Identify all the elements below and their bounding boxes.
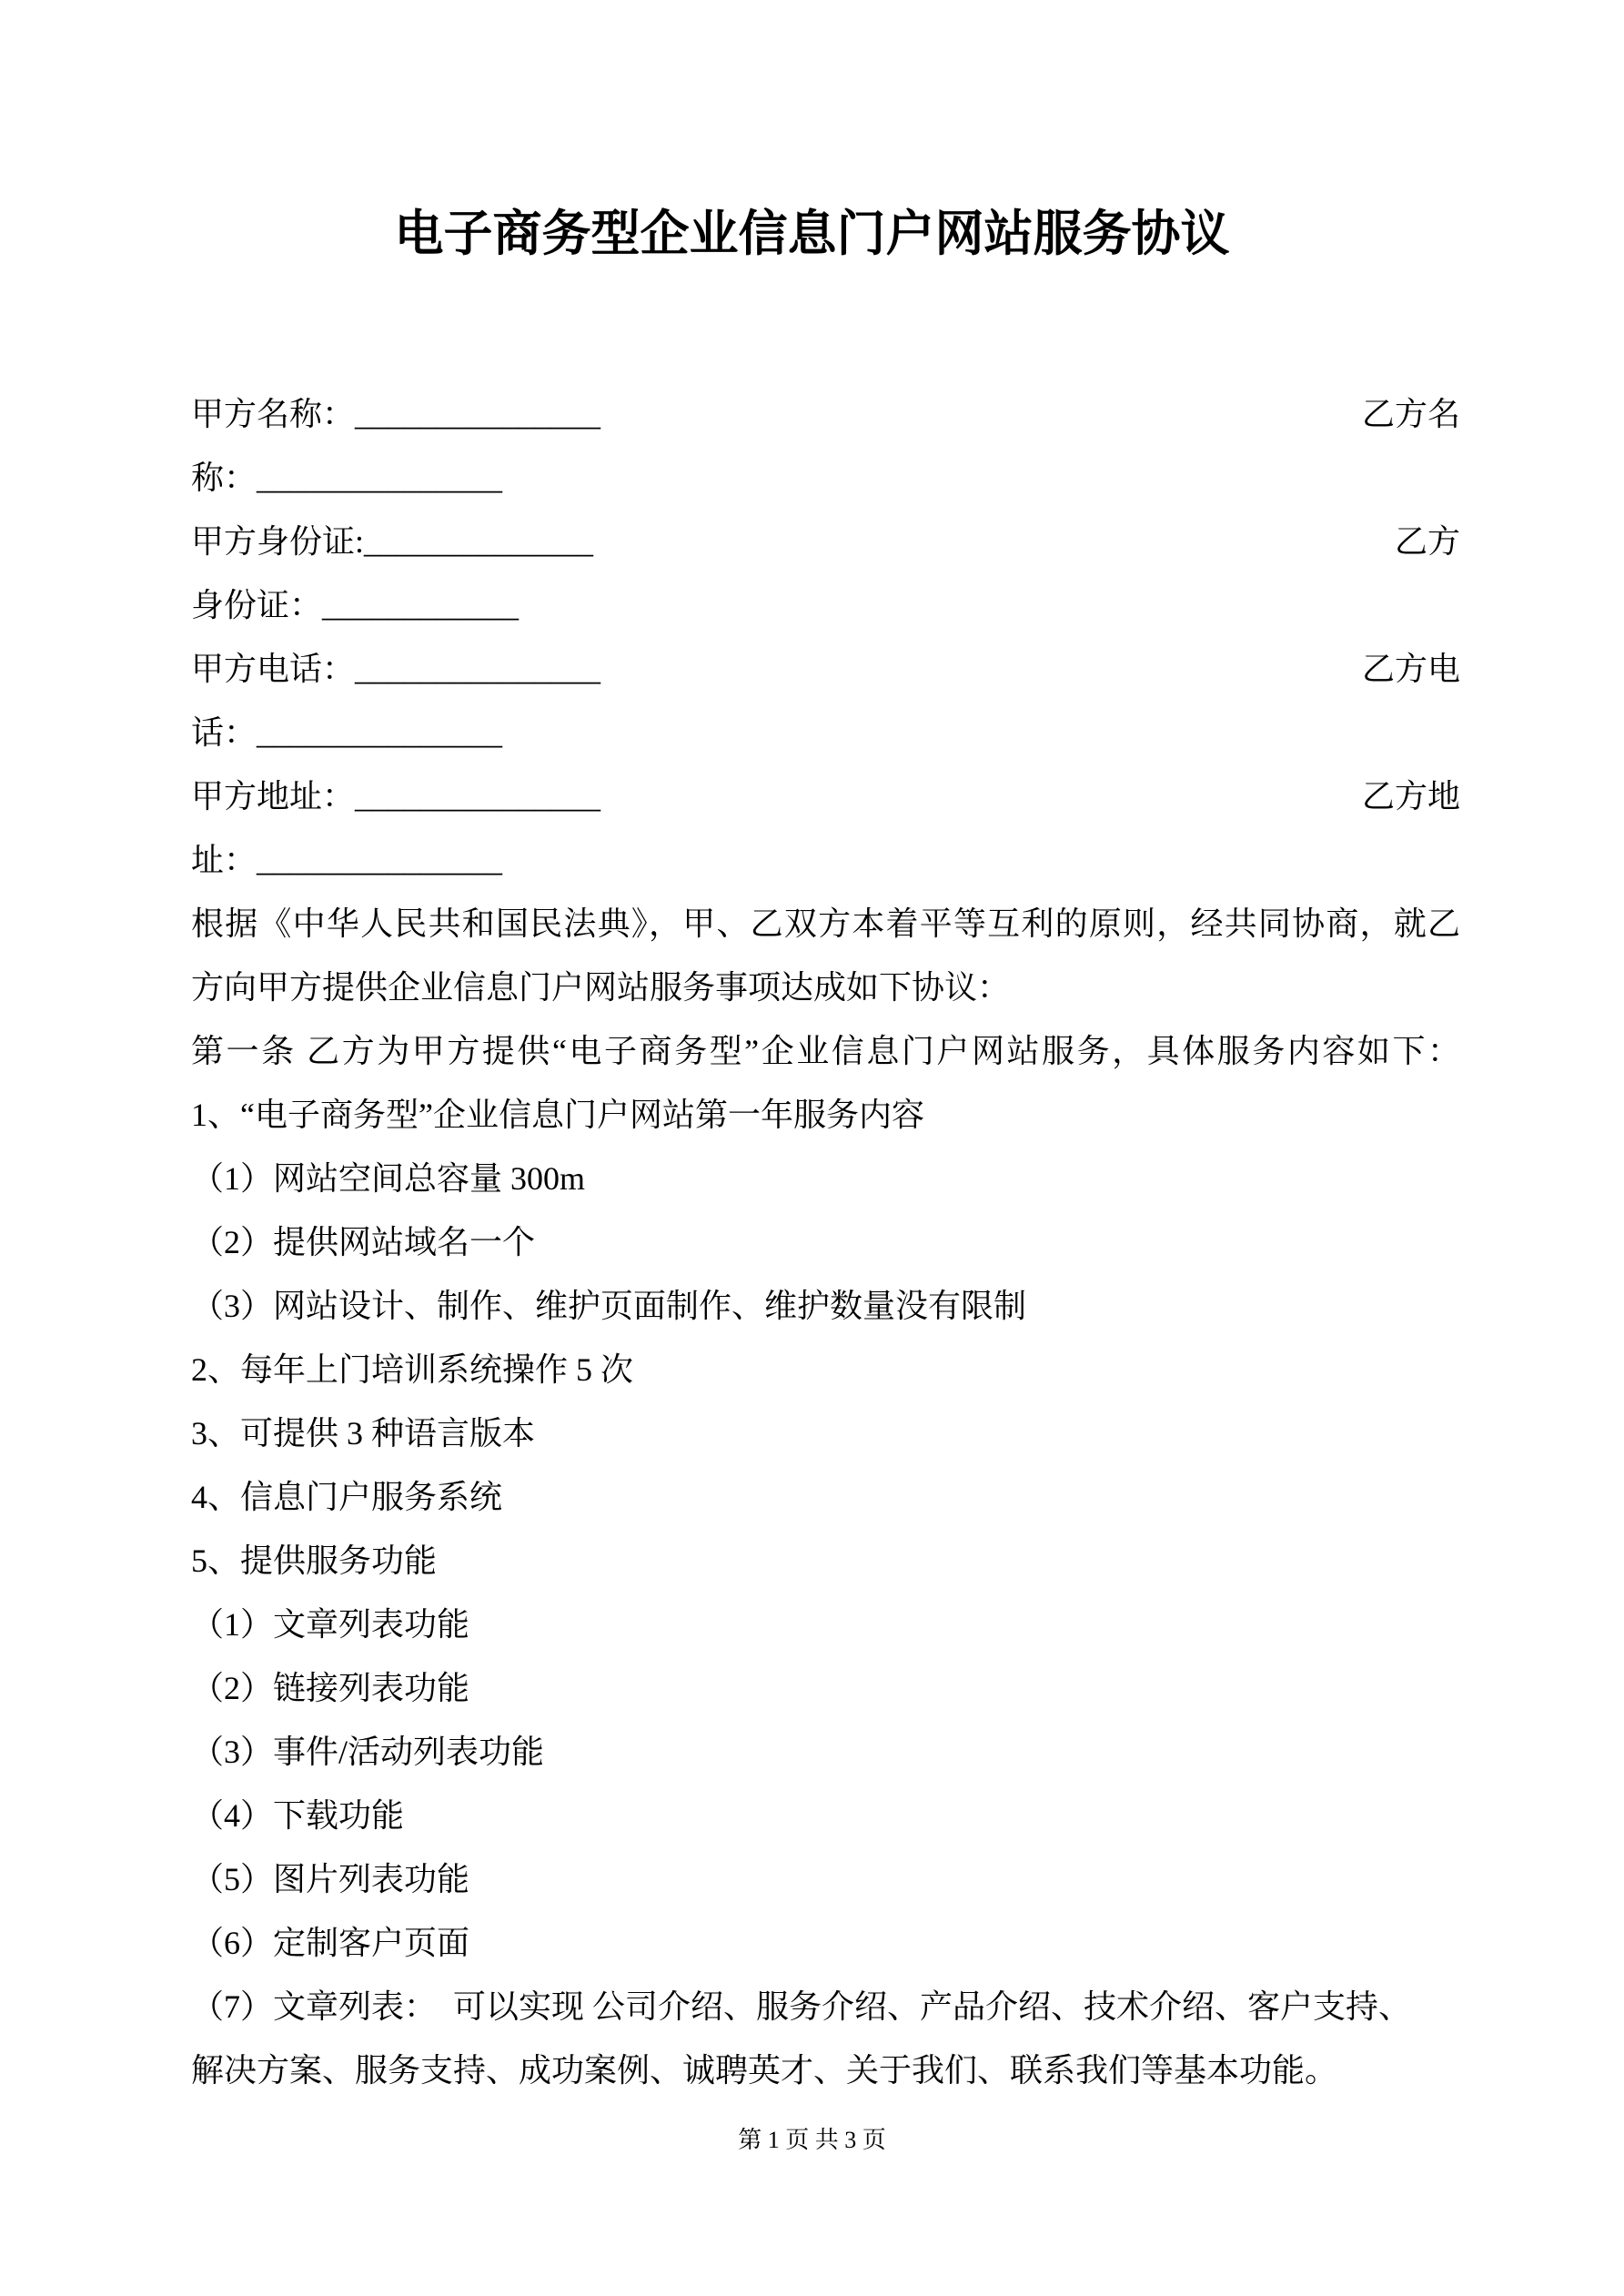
body-line-item-1-sub-1: （1）网站空间总容量 300m	[191, 1160, 586, 1197]
fill-right-text: 乙方名	[1361, 396, 1460, 432]
fill-right-text: 乙方电	[1361, 651, 1460, 687]
page-number-footer: 第 1 页 共 3 页	[738, 2127, 886, 2153]
fill-label-blank: 称：_______________	[191, 460, 503, 496]
body-line-item-1-sub-3: （3）网站设计、制作、维护页面制作、维护数量没有限制	[191, 1288, 1027, 1324]
fill-label-blank: 身份证：____________	[191, 587, 519, 623]
fill-line-party-b-phone-cont	[191, 701, 1460, 764]
body-line-item-1-sub-2: （2）提供网站域名一个	[191, 1224, 536, 1260]
fill-line-party-a-address	[191, 764, 1460, 828]
page-title: 电子商务型企业信息门户网站服务协议	[394, 207, 1230, 261]
body-line-item-5: 5、提供服务功能	[191, 1542, 438, 1579]
fill-label-blank: 址：_______________	[191, 842, 503, 878]
body-line-item-5-sub-7: （7）文章列表： 可以实现 公司介绍、服务介绍、产品介绍、技术介绍、客户支持、	[191, 1988, 1412, 2025]
fill-line-party-a-name	[191, 382, 1460, 446]
fill-right-text: 乙方地	[1361, 778, 1460, 814]
fill-line-party-b-id-cont	[191, 573, 1460, 637]
body-line-preamble-2: 方向甲方提供企业信息门户网站服务事项达成如下协议：	[191, 969, 1011, 1006]
body-line-article-1: 第一条 乙方为甲方提供“电子商务型”企业信息门户网站服务，具体服务内容如下：	[191, 1033, 1460, 1069]
fill-label-blank: 甲方地址：_______________	[191, 778, 601, 814]
body-line-item-5-sub-1: （1）文章列表功能	[191, 1606, 470, 1643]
body-line-item-5-sub-5: （5）图片列表功能	[191, 1861, 470, 1897]
fill-right-text: 乙方	[1394, 523, 1460, 560]
fill-label-blank: 甲方身份证:______________	[191, 523, 594, 560]
body-line-item-5-sub-2: （2）链接列表功能	[191, 1670, 470, 1706]
body-line-preamble-1: 根据《中华人民共和国民法典》，甲、乙双方本着平等互利的原则，经共同协商，就乙	[191, 905, 1460, 942]
fill-line-party-a-phone	[191, 637, 1460, 701]
body-line-item-5-sub-4: （4）下载功能	[191, 1797, 405, 1834]
fill-label-blank: 话：_______________	[191, 714, 503, 751]
body-line-item-3: 3、可提供 3 种语言版本	[191, 1415, 536, 1451]
body-line-item-1: 1、“电子商务型”企业信息门户网站第一年服务内容	[191, 1097, 924, 1133]
fill-label-blank: 甲方电话：_______________	[191, 651, 601, 687]
fill-label-blank: 甲方名称：_______________	[191, 396, 601, 432]
body-line-item-4: 4、信息门户服务系统	[191, 1479, 503, 1515]
body-line-item-5-sub-6: （6）定制客户页面	[191, 1925, 470, 1961]
body-line-item-2: 2、每年上门培训系统操作 5 次	[191, 1351, 634, 1388]
body-line-item-5-sub-7-cont: 解决方案、服务支持、成功案例、诚聘英才、关于我们、联系我们等基本功能。	[191, 2052, 1338, 2089]
fill-line-party-a-id	[191, 510, 1460, 573]
fill-line-party-b-name-cont	[191, 446, 1460, 510]
document-body	[191, 382, 1460, 2102]
body-line-item-5-sub-3: （3）事件/活动列表功能	[191, 1734, 545, 1770]
fill-line-party-b-address-cont	[191, 828, 1460, 892]
